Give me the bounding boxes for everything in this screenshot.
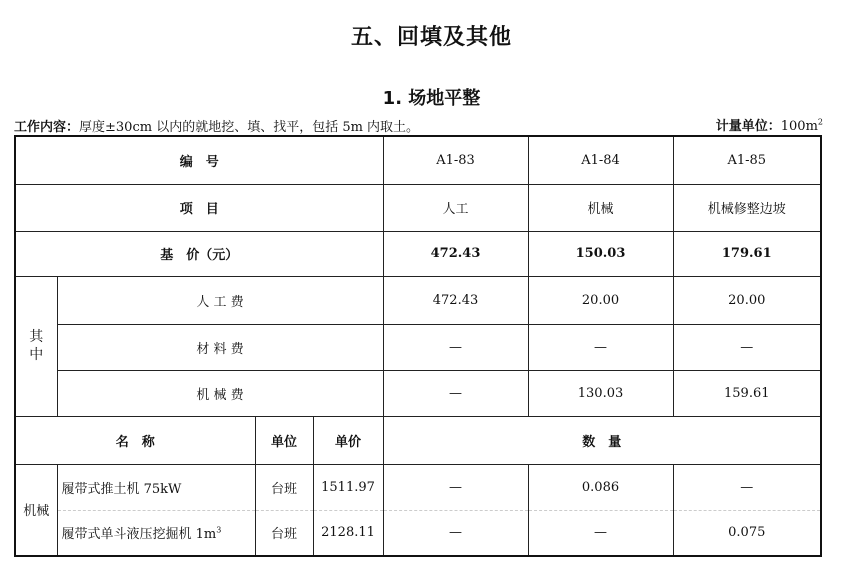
- header-quantity: 数 量: [383, 416, 821, 464]
- qizhong-label: 其中: [15, 276, 57, 416]
- base-price-cell: 472.43: [383, 231, 528, 276]
- sub-row-value: 472.43: [383, 276, 528, 324]
- sub-row-value: —: [528, 324, 673, 370]
- machinery-name-text: 履带式单斗液压挖掘机 1m: [61, 527, 217, 543]
- sub-row-machine: [15, 370, 821, 416]
- header-unit: 单位: [255, 416, 313, 464]
- section-subtitle: 1. 场地平整: [382, 88, 481, 109]
- work-content-text: 厚度±30cm 以内的就地挖、填、找平，包括 5m 内取土。: [79, 120, 420, 135]
- item-cell: 人工: [383, 184, 528, 231]
- machinery-value: 0.086: [528, 464, 673, 510]
- machinery-label: 机械: [15, 464, 57, 556]
- machinery-value: —: [528, 510, 673, 556]
- sub-row-value: —: [673, 324, 821, 370]
- work-content: [14, 116, 419, 135]
- item-cell: 机械: [528, 184, 673, 231]
- sub-row-value: 20.00: [673, 276, 821, 324]
- item-cell: 机械修整边坡: [673, 184, 821, 231]
- code-cell: A1-85: [673, 136, 821, 184]
- sub-row-value: 159.61: [673, 370, 821, 416]
- machinery-value: —: [383, 464, 528, 510]
- base-price-cell: 150.03: [528, 231, 673, 276]
- base-price-cell: 179.61: [673, 231, 821, 276]
- resource-header-row: [15, 416, 821, 464]
- sub-row-value: —: [383, 370, 528, 416]
- machinery-value: 0.075: [673, 510, 821, 556]
- measure-unit-sup: 2: [817, 117, 823, 127]
- machinery-row: [15, 510, 821, 556]
- machinery-unit: 台班: [255, 510, 313, 556]
- item-row: [15, 184, 821, 231]
- work-content-label: 工作内容：: [14, 120, 80, 135]
- sub-row-labor: [15, 276, 821, 324]
- sub-row-label: 人 工 费: [57, 276, 383, 324]
- machinery-name: 履带式推土机 75kW: [57, 464, 255, 510]
- machinery-unit: 台班: [255, 464, 313, 510]
- base-price-row: [15, 231, 821, 276]
- machinery-price: 1511.97: [313, 464, 383, 510]
- sub-row-value: —: [383, 324, 528, 370]
- machinery-value: —: [673, 464, 821, 510]
- machinery-name-sup: 3: [216, 525, 222, 535]
- measure-unit: [716, 115, 823, 134]
- sub-row-label: 机 械 费: [57, 370, 383, 416]
- measure-unit-label: 计量单位：: [715, 119, 781, 134]
- sub-row-label: 材 料 费: [57, 324, 383, 370]
- machinery-value: —: [383, 510, 528, 556]
- machinery-name: [57, 510, 255, 556]
- header-unit-price: 单价: [313, 416, 383, 464]
- code-cell: A1-83: [383, 136, 528, 184]
- code-label: 编 号: [15, 136, 383, 184]
- item-label: 项 目: [15, 184, 383, 231]
- code-cell: A1-84: [528, 136, 673, 184]
- quota-table: [14, 135, 822, 557]
- machinery-row: [15, 464, 821, 510]
- page-title: 五、回填及其他: [350, 25, 512, 50]
- header-name: 名 称: [15, 416, 255, 464]
- sub-row-value: 130.03: [528, 370, 673, 416]
- sub-row-value: 20.00: [528, 276, 673, 324]
- base-price-label: 基 价（元）: [15, 231, 383, 276]
- machinery-price: 2128.11: [313, 510, 383, 556]
- sub-row-material: [15, 324, 821, 370]
- code-row: [15, 136, 821, 184]
- measure-unit-value: 100m: [780, 119, 818, 134]
